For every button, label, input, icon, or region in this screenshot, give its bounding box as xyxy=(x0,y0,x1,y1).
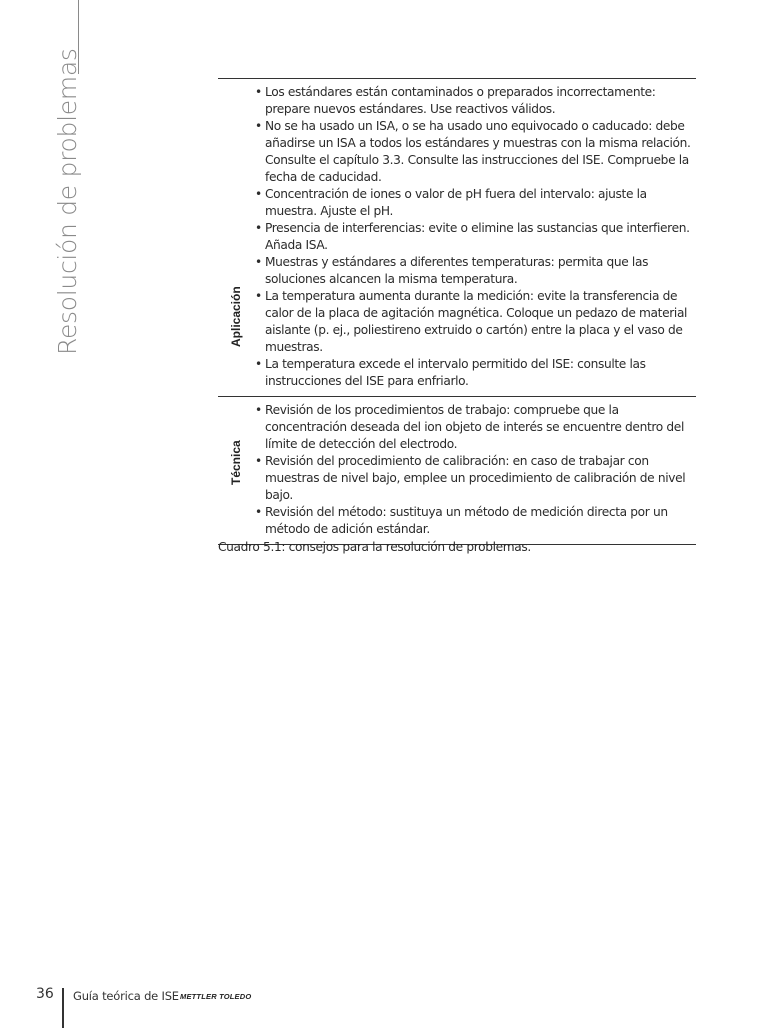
list-item: • Revisión de los procedimientos de trabajo: compruebe que la concentración deseada del ion objeto de interés se encuentre dentro del límite de detección del electrodo. xyxy=(255,402,696,453)
list-item: • Concentración de iones o valor de pH fuera del intervalo: ajuste la muestra. Ajuste el pH. xyxy=(255,186,696,220)
brand-logo: METTLER TOLEDO xyxy=(180,992,252,1001)
page-footer xyxy=(0,984,768,1024)
footer-divider xyxy=(62,988,64,1028)
tips-list-tecnica xyxy=(255,402,696,538)
list-item: • Revisión del método: sustituya un método de medición directa por un método de adición estándar. xyxy=(255,504,696,538)
footer-guide-title: Guía teórica de ISE xyxy=(73,989,179,1003)
list-item: • La temperatura excede el intervalo permitido del ISE: consulte las instrucciones del ISE para enfriarlo. xyxy=(255,356,696,390)
list-item: • Revisión del procedimiento de calibración: en caso de trabajar con muestras de nivel bajo, emplee un procedimiento de calibración de nivel bajo. xyxy=(255,453,696,504)
tips-list-aplicacion xyxy=(255,84,696,390)
table-row-aplicacion xyxy=(218,79,696,397)
section-title: Resolución de problemas xyxy=(53,48,82,355)
list-item: • No se ha usado un ISA, o se ha usado uno equivocado o caducado: debe añadirse un ISA a todos los estándares y muestras con la misma relación. Consulte el capítulo 3.3. Consulte las instrucciones del ISE. Compruebe la fecha de caducidad. xyxy=(255,118,696,186)
table-caption: Cuadro 5.1: consejos para la resolución de problemas. xyxy=(218,540,531,554)
list-item: • Presencia de interferencias: evite o elimine las sustancias que interfieren. Añada ISA. xyxy=(255,220,696,254)
row-label-container xyxy=(218,397,255,544)
list-item: • La temperatura aumenta durante la medición: evite la transferencia de calor de la placa de agitación magnética. Coloque un pedazo de material aislante (p. ej., poliestireno extruido o cartón) entre la placa y el vaso de muestras. xyxy=(255,288,696,356)
table-row-tecnica xyxy=(218,397,696,545)
troubleshooting-table xyxy=(218,78,696,545)
row-label-tecnica: Técnica xyxy=(229,440,243,485)
page-number: 36 xyxy=(36,986,54,1002)
row-label-aplicacion: Aplicación xyxy=(229,286,243,347)
list-item: • Muestras y estándares a diferentes temperaturas: permita que las soluciones alcancen la misma temperatura. xyxy=(255,254,696,288)
row-label-container xyxy=(218,79,255,396)
list-item: • Los estándares están contaminados o preparados incorrectamente: prepare nuevos estándares. Use reactivos válidos. xyxy=(255,84,696,118)
